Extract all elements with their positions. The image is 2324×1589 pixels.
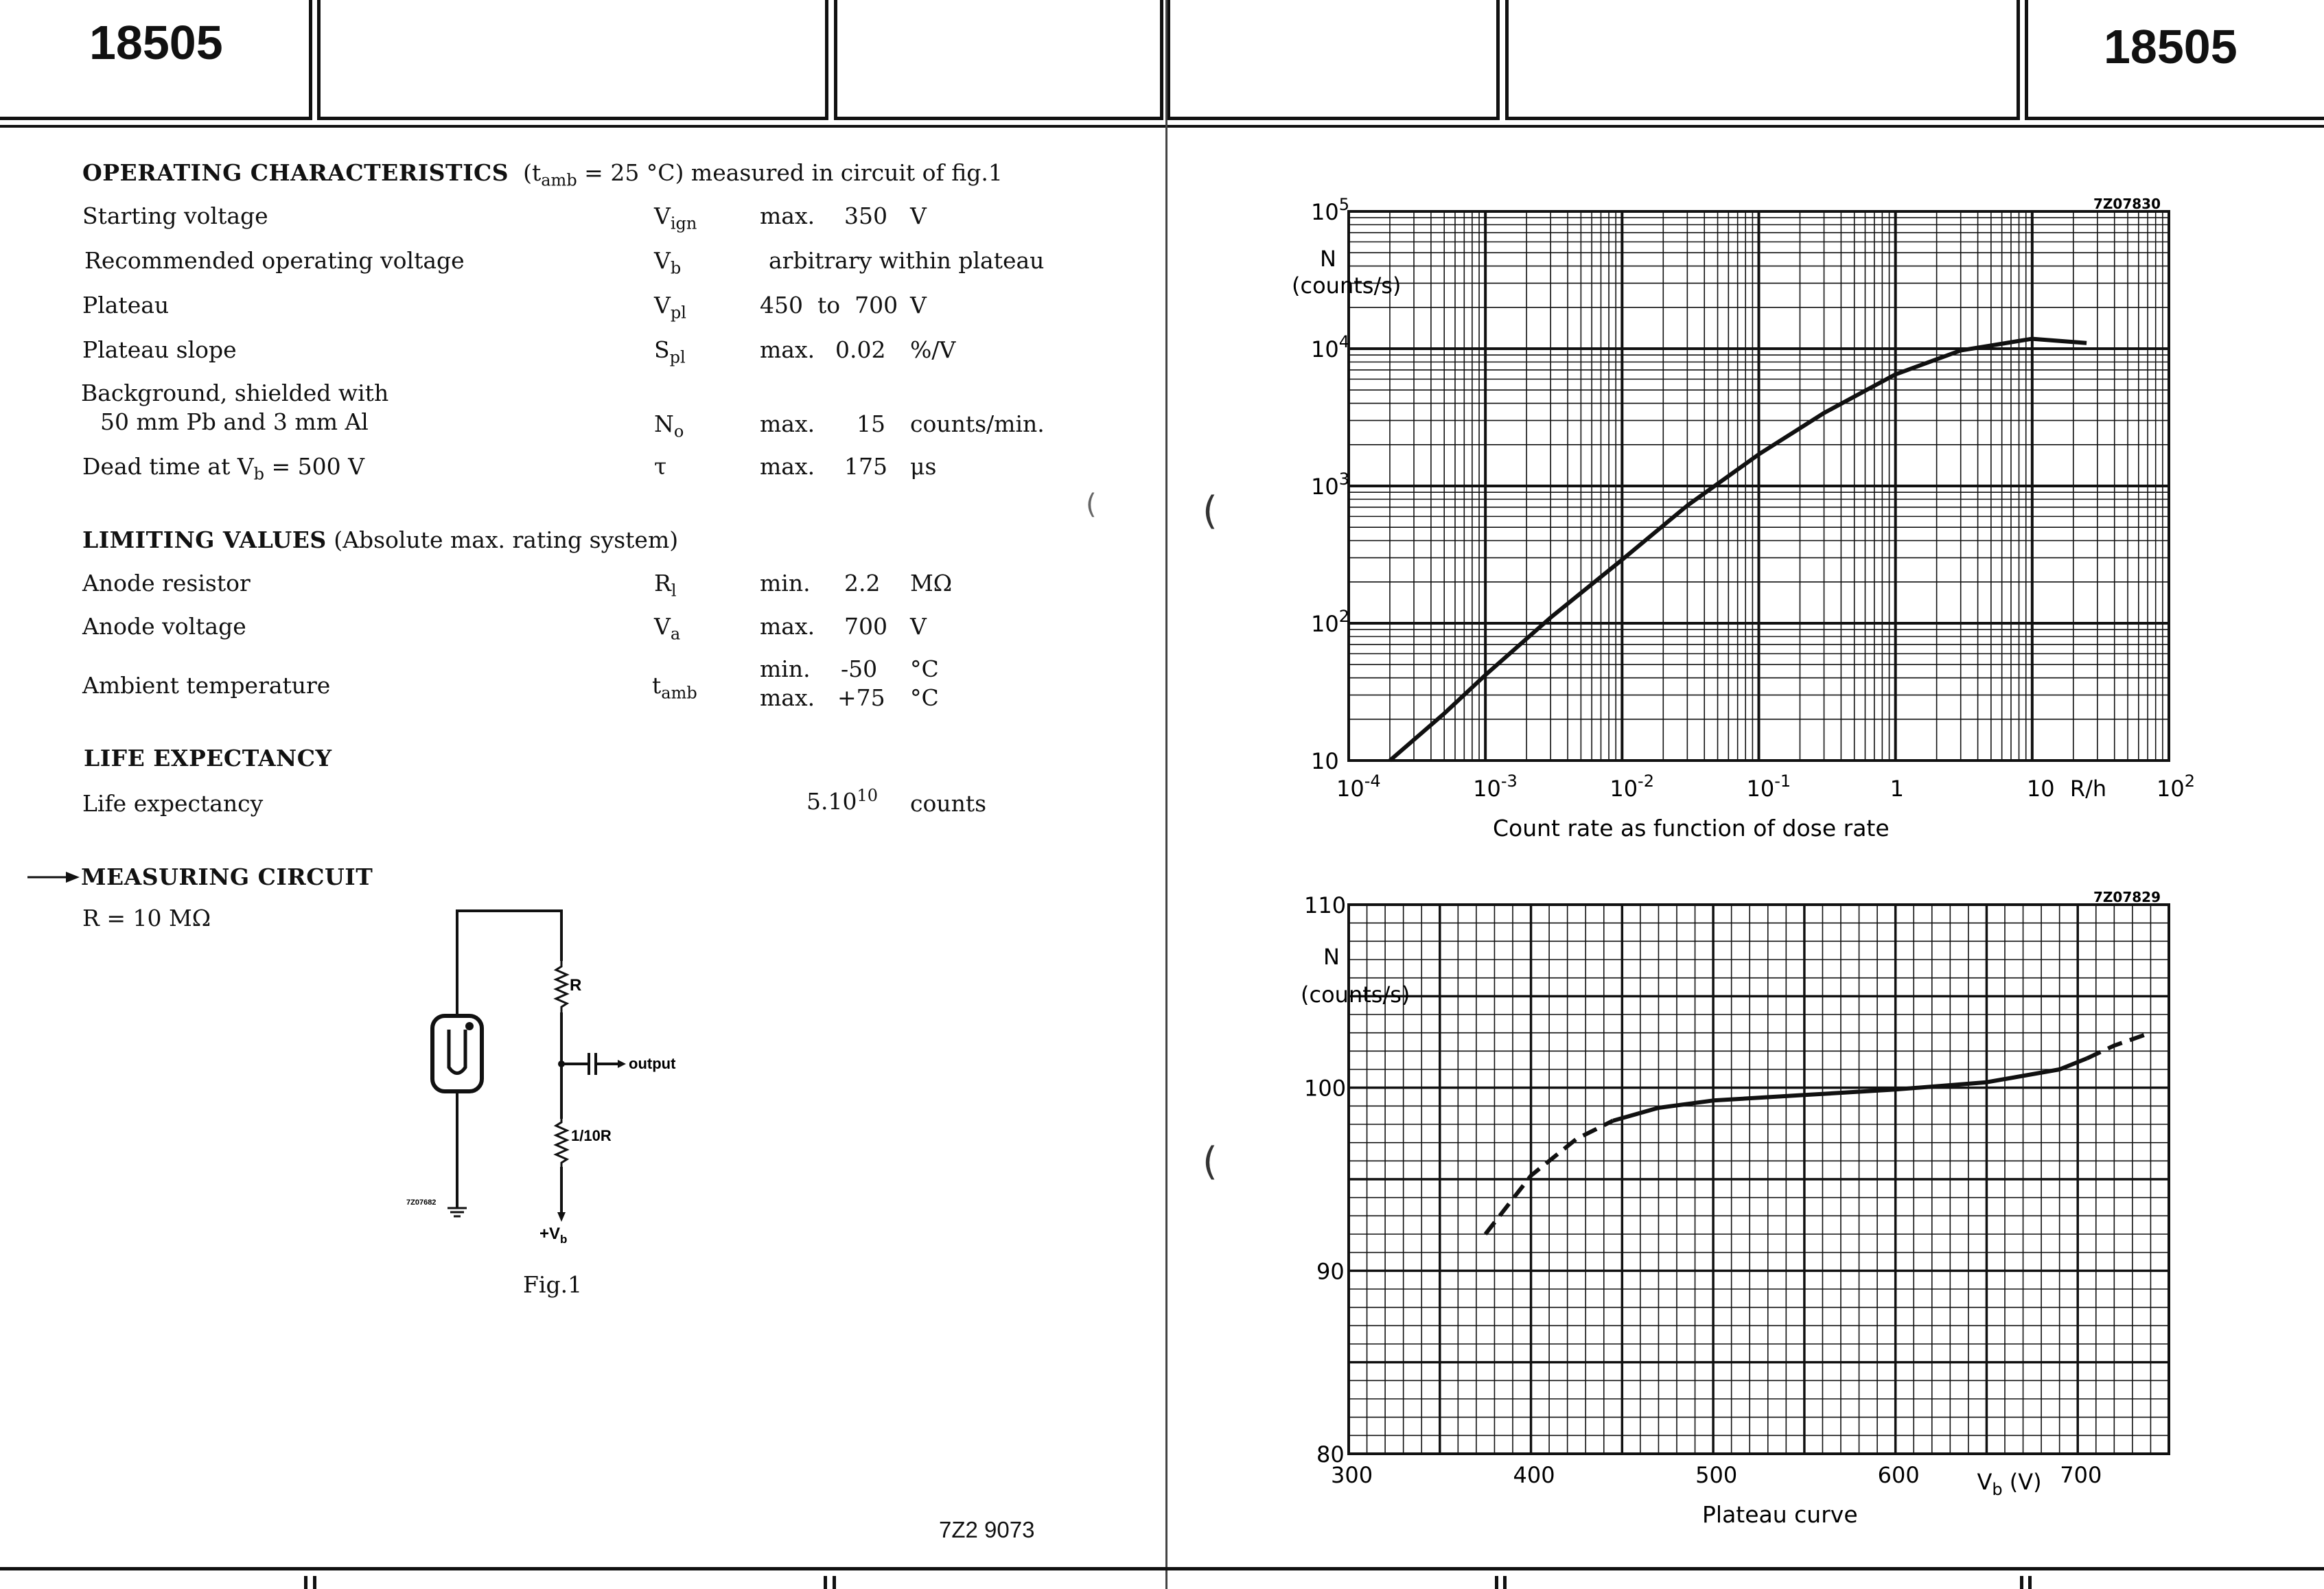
page-fold-line xyxy=(1165,0,1167,1589)
footer-tick-7 xyxy=(2020,1576,2023,1589)
op-unit: μs xyxy=(910,453,937,480)
circuit-wire-top xyxy=(457,911,561,1000)
operating-title: OPERATING CHARACTERISTICS xyxy=(82,159,509,186)
arrow-right-icon xyxy=(27,870,81,885)
op-symbol: $S_{pl}$ xyxy=(654,336,686,367)
life-title: LIFE EXPECTANCY xyxy=(84,745,332,772)
footer-tick-4 xyxy=(833,1576,836,1589)
lim-unit-min: °C xyxy=(910,656,939,682)
header-cell-5 xyxy=(1505,0,2020,120)
lim-qualifier: max. xyxy=(760,613,815,640)
op-qualifier: max. xyxy=(760,336,815,363)
chart1-series-line xyxy=(1390,339,2087,761)
chart2-x-label-post: (V) xyxy=(2002,1469,2042,1495)
chart1-code: 7Z07830 xyxy=(2093,196,2161,212)
footer-rule xyxy=(0,1567,2324,1570)
lim-row-anode-voltage xyxy=(82,613,1078,647)
chart1-y-tick-label xyxy=(1311,332,1349,362)
chart2-x-tick-label: 400 xyxy=(1513,1462,1555,1488)
vb-arrow-icon xyxy=(557,1212,566,1222)
fig-caption: Fig.1 xyxy=(523,1271,583,1298)
chart-plateau-svg xyxy=(1290,885,2210,1538)
page-mark-right-2: ( xyxy=(1202,1139,1218,1184)
chart1-x-tick-base: 10 xyxy=(1473,776,1501,802)
measuring-circuit-diagram xyxy=(384,892,741,1277)
footer-tick-1 xyxy=(304,1576,307,1589)
chart1-x-tick-base: 10 xyxy=(2157,776,2185,802)
gm-tube-icon xyxy=(432,1000,482,1091)
chart1-x-tick-base: 10 xyxy=(1746,776,1775,802)
doc-number-right: 18505 xyxy=(2104,20,2238,73)
operating-condition: ($t_{amb} = 25$ °C) measured in circuit of fig.1 xyxy=(523,159,1003,190)
measuring-title: MEASURING CIRCUIT xyxy=(81,863,373,890)
footer-tick-8 xyxy=(2028,1576,2032,1589)
op-qualifier: max. xyxy=(760,202,815,229)
op-value: 0.02 xyxy=(835,336,886,363)
lim-label: Anode resistor xyxy=(82,570,251,596)
op-label: Plateau xyxy=(82,292,170,318)
chart1-x-tick-base: 10 xyxy=(1610,776,1638,802)
chart1-y-label-unit: (counts/s) xyxy=(1292,272,1402,299)
chart2-x-tick-label: 700 xyxy=(2060,1462,2102,1488)
chart1-y-tick-label xyxy=(1311,469,1349,500)
op-value: 15 xyxy=(857,410,885,437)
life-label: Life expectancy xyxy=(82,790,264,817)
lim-symbol: $R_l$ xyxy=(654,570,677,601)
chart2-x-label-base: V xyxy=(1977,1469,1992,1495)
lim-label: Anode voltage xyxy=(82,613,246,640)
operating-heading xyxy=(82,159,1003,190)
chart1-x-tick-label xyxy=(1610,772,1654,802)
chart2-x-tick-label: 600 xyxy=(1877,1462,1920,1488)
lim-qualifier-min: min. xyxy=(760,656,811,682)
lim-value-min: -50 xyxy=(841,656,878,682)
ground-icon xyxy=(448,1208,467,1216)
chart2-code: 7Z07829 xyxy=(2093,889,2161,905)
op-symbol: $V_b$ xyxy=(654,247,682,278)
op-row-dead-time xyxy=(82,453,1078,487)
chart1-x-tick-label xyxy=(2027,776,2055,802)
footer-tick-3 xyxy=(824,1576,827,1589)
header-cell-3 xyxy=(834,0,1163,120)
resistor-r-icon xyxy=(556,961,567,1012)
output-arrow-icon xyxy=(618,1060,626,1068)
footer-code: 7Z2 9073 xyxy=(939,1517,1035,1542)
op-label-line2: 50 mm Pb and 3 mm Al xyxy=(100,408,369,435)
lim-value: 700 xyxy=(844,613,887,640)
lim-value: 2.2 xyxy=(844,570,881,596)
chart2-x-tick-label: 500 xyxy=(1695,1462,1738,1488)
chart1-y-tick-exp: 5 xyxy=(1338,195,1349,214)
chart1-x-tick-base: 1 xyxy=(1890,776,1905,802)
chart1-x-tick-label xyxy=(1747,772,1791,802)
chart1-y-tick-label xyxy=(1311,195,1349,225)
op-value: 350 xyxy=(844,202,887,229)
chart2-y-tick-label: 90 xyxy=(1316,1258,1345,1285)
page-mark-left: ( xyxy=(1086,489,1097,520)
chart1-x-tick-exp: 2 xyxy=(2184,772,2195,791)
lim-unit-max: °C xyxy=(910,684,939,711)
footer-tick-2 xyxy=(313,1576,316,1589)
op-row-recommended-voltage xyxy=(82,247,1078,281)
chart1-x-tick-exp: -3 xyxy=(1500,772,1518,791)
op-symbol: $V_{pl}$ xyxy=(654,292,686,323)
chart2-y-tick-label: 110 xyxy=(1304,892,1347,918)
chart1-x-tick-label xyxy=(1336,772,1381,802)
circuit-label-output: output xyxy=(629,1055,676,1072)
chart2-x-label-sub: b xyxy=(1992,1480,2003,1499)
chart1-y-tick-label xyxy=(1311,748,1339,774)
op-value: 175 xyxy=(844,453,887,480)
op-unit: counts/min. xyxy=(910,410,1045,437)
lim-qualifier: min. xyxy=(760,570,811,596)
op-row-plateau-slope xyxy=(82,336,1078,371)
chart1-x-tick-label xyxy=(2157,772,2195,802)
resistor-r10-icon xyxy=(556,1119,567,1167)
chart1-y-tick-exp: 3 xyxy=(1338,469,1349,489)
op-unit: V xyxy=(910,292,927,318)
chart1-x-unit: R/h xyxy=(2069,776,2107,802)
footer-tick-5 xyxy=(1495,1576,1498,1589)
chart1-y-tick-base: 10 xyxy=(1311,474,1339,500)
op-label: Dead time at $V_b = 500$ V xyxy=(82,453,364,484)
chart1-y-tick-base: 10 xyxy=(1311,336,1339,362)
life-value: 5.10$^{10}$ xyxy=(806,786,879,815)
op-label: Recommended operating voltage xyxy=(84,247,465,274)
chart1-y-tick-base: 10 xyxy=(1311,611,1339,637)
op-unit: V xyxy=(910,202,927,229)
lim-unit: V xyxy=(910,613,927,640)
op-value: arbitrary within plateau xyxy=(769,247,1045,274)
chart1-x-tick-exp: -1 xyxy=(1774,772,1791,791)
page-mark-right-1: ( xyxy=(1202,489,1218,533)
chart1-grid xyxy=(1349,211,2169,761)
op-qualifier: max. xyxy=(760,453,815,480)
doc-number-left: 18505 xyxy=(89,16,223,69)
chart2-caption: Plateau curve xyxy=(1702,1501,1858,1528)
op-symbol: $V_{ign}$ xyxy=(654,202,697,233)
chart1-y-tick-exp: 2 xyxy=(1338,607,1349,626)
op-label: Background, shielded with xyxy=(81,380,389,406)
lim-value-max: +75 xyxy=(837,684,885,711)
chart1-y-tick-label xyxy=(1311,607,1349,637)
op-row-starting-voltage xyxy=(82,202,1078,237)
op-unit: %/V xyxy=(910,336,956,363)
life-row xyxy=(82,786,1078,824)
lim-symbol: $V_a$ xyxy=(654,613,681,644)
circuit-code: 7Z07682 xyxy=(406,1198,437,1207)
chart1-x-tick-exp: -4 xyxy=(1364,772,1381,791)
op-row-background xyxy=(81,380,1076,448)
op-label: Plateau slope xyxy=(82,336,237,363)
chart2-series-line-1 xyxy=(1613,1058,2087,1121)
lim-unit: MΩ xyxy=(910,570,953,596)
chart1-y-label: N xyxy=(1320,246,1336,272)
op-row-plateau xyxy=(82,292,1078,326)
limiting-title: LIMITING VALUES xyxy=(82,526,327,553)
circuit-label-r: R xyxy=(570,976,582,995)
lim-row-ambient-temperature xyxy=(82,656,1078,724)
lim-label: Ambient temperature xyxy=(82,672,331,699)
chart2-y-tick-label: 80 xyxy=(1316,1441,1345,1468)
chart1-x-tick-exp: -2 xyxy=(1638,772,1654,791)
chart1-caption: Count rate as function of dose rate xyxy=(1493,815,1890,842)
chart-plateau xyxy=(1290,885,2210,1538)
lim-row-anode-resistor xyxy=(82,570,1078,604)
chart1-x-tick-base: 10 xyxy=(2026,776,2055,802)
life-unit: counts xyxy=(910,790,987,817)
measuring-arrow xyxy=(27,863,81,890)
footer-tick-6 xyxy=(1503,1576,1507,1589)
chart-count-rate xyxy=(1290,192,2210,851)
measuring-r-value: R = 10 MΩ xyxy=(82,905,211,931)
lim-symbol: $t_{amb}$ xyxy=(652,672,697,703)
chart1-x-tick-label xyxy=(1890,776,1904,802)
op-value: 450 to 700 xyxy=(760,292,898,318)
op-symbol: τ xyxy=(654,453,667,480)
chart2-y-tick-label: 100 xyxy=(1304,1075,1347,1102)
chart1-y-tick-base: 10 xyxy=(1311,748,1339,774)
header-cell-4 xyxy=(1167,0,1500,120)
chart2-y-label-unit: (counts/s) xyxy=(1301,982,1410,1008)
chart2-grid xyxy=(1349,905,2169,1454)
chart1-y-tick-exp: 4 xyxy=(1338,332,1349,351)
chart1-x-tick-base: 10 xyxy=(1336,776,1364,802)
op-symbol: $N_o$ xyxy=(654,410,684,441)
chart-count-rate-svg xyxy=(1290,192,2210,851)
chart2-x-label xyxy=(1977,1469,2041,1499)
header-rule xyxy=(0,125,2324,128)
op-qualifier: max. xyxy=(760,410,815,437)
limiting-heading xyxy=(82,526,678,553)
chart2-y-label: N xyxy=(1323,944,1340,970)
lim-qualifier-max: max. xyxy=(760,684,815,711)
chart2-x-tick-label: 300 xyxy=(1331,1462,1373,1488)
header-cell-2 xyxy=(317,0,828,120)
chart1-x-tick-label xyxy=(1473,772,1518,802)
chart1-y-tick-base: 10 xyxy=(1311,199,1339,225)
circuit-label-r10: 1/10R xyxy=(571,1127,612,1144)
limiting-subtitle: (Absolute max. rating system) xyxy=(334,526,679,553)
circuit-label-vb: $+V_b$ xyxy=(539,1225,568,1246)
op-label: Starting voltage xyxy=(82,202,268,229)
